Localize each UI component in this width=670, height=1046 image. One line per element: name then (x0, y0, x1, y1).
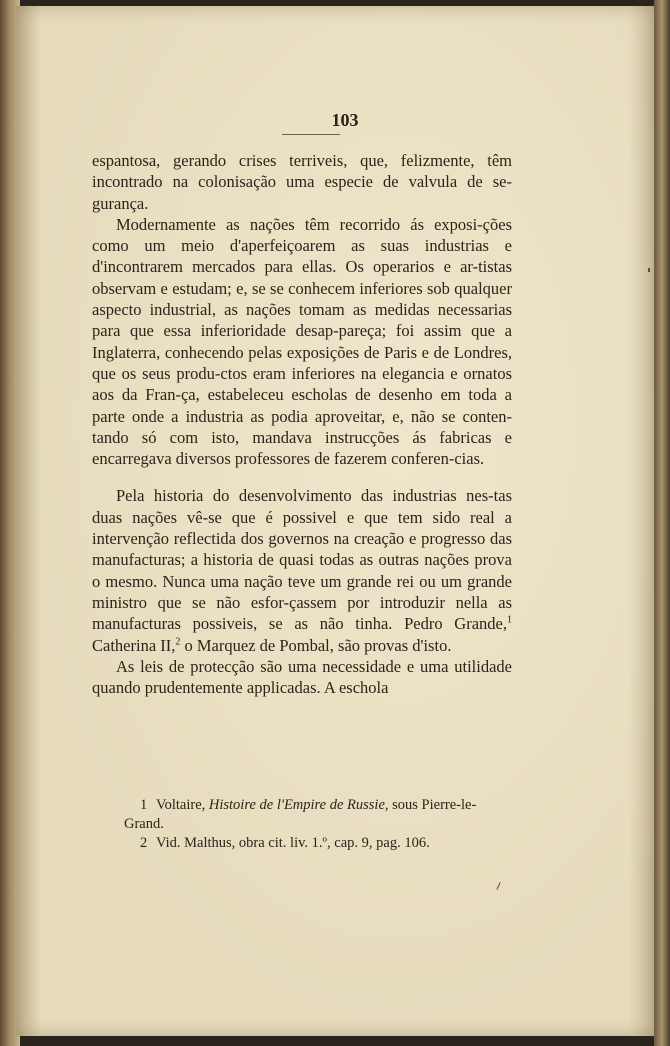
paragraph-3-text-a: Pela historia do desenvolvimento das industrias nes-tas duas nações vê-se que é possivel e que tem sido real a intervenção reflectida dos governos na creação e progresso das manufacturas; a historia de quasi todas as outras nações prova o mesmo. Nunca uma nação teve um grande rei ou um grande ministro que se não esfor-çassem por introduzir nella as manufacturas possiveis, se as não tinha. Pedro Grande, (92, 486, 512, 634)
pencil-mark (496, 882, 500, 890)
paragraph-4: As leis de protecção são uma necessidade e uma utilidade quando prudentemente applicadas. A eschola (92, 656, 512, 698)
footnote-1-number: 1 (140, 797, 148, 813)
footnote-2-text: Vid. Malthus, obra cit. liv. 1.º, cap. 9, pag. 106. (156, 835, 430, 851)
page-sheet (16, 6, 654, 1036)
footnote-1 (124, 796, 516, 834)
paragraph-2: Modernamente as nações têm recorrido ás exposi-ções como um meio d'aperfeiçoarem as suas industrias e d'incontrarem mercados para ellas. Os operarios e ar-tistas observam e estudam; e, se se conhecem inferiores sob qualquer aspecto industrial, as nações tomam as medidas necessarias para que essa inferioridade desap-pareça; foi assim que a Inglaterra, conhecendo pelas exposições de Paris e de Londres, que os seus produ-ctos eram inferiores na elegancia e ornatos aos da Fran-ça, estabeleceu escholas de desenho em toda a parte onde a industria as podia aproveitar, e, não se conten-tando só com isto, mandava instrucções ás fabricas e encarregava diversos professores de fazerem conferen-cias. (92, 214, 512, 469)
page-fore-edge (654, 0, 670, 1046)
footnote-1-author: Voltaire, (156, 797, 209, 813)
main-text (92, 150, 512, 698)
footnotes (124, 796, 516, 853)
header-rule (282, 134, 340, 135)
footnote-1-rest: , sous Pierre-le-Grand. (124, 797, 477, 832)
page-number (16, 110, 654, 131)
paragraph-3-text-c: o Marquez de Pombal, são provas d'isto. (180, 635, 452, 655)
paragraph-3-text-b: Catherina II, (92, 635, 176, 655)
footnote-ref-1: 1 (507, 614, 512, 626)
footnote-1-title: Histoire de l'Empire de Russie (208, 797, 385, 813)
page-number-text: 103 (331, 110, 359, 130)
footnote-2-number: 2 (140, 835, 148, 851)
paragraph-gap (92, 469, 512, 485)
ink-speck (648, 268, 650, 272)
footnote-ref-2: 2 (175, 636, 181, 648)
footnote-2 (124, 834, 516, 853)
paragraph-3 (92, 485, 512, 655)
paragraph-1: espantosa, gerando crises terriveis, que, felizmente, têm incontrado na colonisação uma especie de valvula de se-gurança. (92, 151, 512, 213)
